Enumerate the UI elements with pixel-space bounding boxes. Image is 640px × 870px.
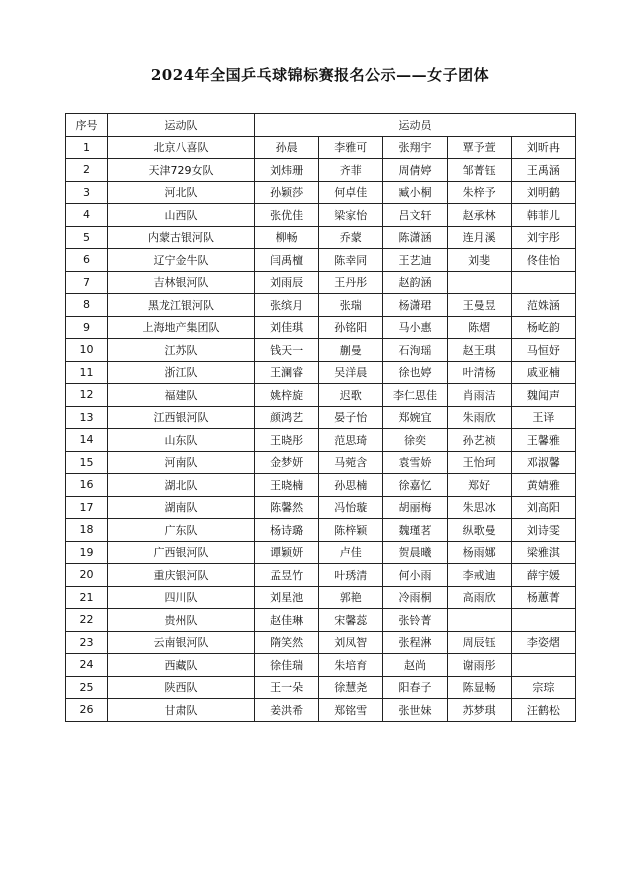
table-row	[66, 519, 576, 542]
header-players: 运动员	[255, 114, 576, 137]
player-name: 叶清杨	[447, 361, 511, 384]
row-number: 11	[66, 361, 108, 384]
player-name: 何小雨	[383, 564, 447, 587]
player-name: 魏瑾茗	[383, 519, 447, 542]
row-number: 10	[66, 339, 108, 362]
row-number: 9	[66, 316, 108, 339]
table-row	[66, 496, 576, 519]
player-name: 朱培育	[319, 654, 383, 677]
player-name: 阳春子	[383, 676, 447, 699]
team-name: 内蒙古银河队	[108, 226, 255, 249]
player-name: 郑铭雪	[319, 699, 383, 722]
table-row	[66, 451, 576, 474]
table-row	[66, 159, 576, 182]
row-number: 23	[66, 631, 108, 654]
team-name: 西藏队	[108, 654, 255, 677]
table-row	[66, 271, 576, 294]
team-name: 福建队	[108, 384, 255, 407]
player-name: 周倩婷	[383, 159, 447, 182]
header-team: 运动队	[108, 114, 255, 137]
row-number: 19	[66, 541, 108, 564]
team-name: 浙江队	[108, 361, 255, 384]
team-name: 上海地产集团队	[108, 316, 255, 339]
player-name: 赵佳琳	[255, 609, 319, 632]
player-name: 覃予萱	[447, 136, 511, 159]
table-row	[66, 249, 576, 272]
team-name: 湖北队	[108, 474, 255, 497]
player-name: 刘昕冉	[511, 136, 575, 159]
player-name: 杨潇珺	[383, 294, 447, 317]
player-name: 孙晨	[255, 136, 319, 159]
player-name	[447, 271, 511, 294]
player-name: 马菀含	[319, 451, 383, 474]
table-row	[66, 361, 576, 384]
team-name: 山东队	[108, 429, 255, 452]
row-number: 14	[66, 429, 108, 452]
player-name: 柳畅	[255, 226, 319, 249]
player-name: 邓淑馨	[511, 451, 575, 474]
player-name: 刘斐	[447, 249, 511, 272]
player-name: 迟歌	[319, 384, 383, 407]
team-name: 四川队	[108, 586, 255, 609]
player-name: 徐嘉忆	[383, 474, 447, 497]
player-name: 谢雨彤	[447, 654, 511, 677]
player-name: 袁雪娇	[383, 451, 447, 474]
player-name: 孙艺祯	[447, 429, 511, 452]
player-name: 王一朵	[255, 676, 319, 699]
player-name: 王丹彤	[319, 271, 383, 294]
player-name: 杨雨娜	[447, 541, 511, 564]
team-name: 重庆银河队	[108, 564, 255, 587]
player-name: 孙铭阳	[319, 316, 383, 339]
player-name: 张程淋	[383, 631, 447, 654]
table-row	[66, 406, 576, 429]
player-name: 王禹涵	[511, 159, 575, 182]
player-name: 陈梓颖	[319, 519, 383, 542]
player-name: 王馨雅	[511, 429, 575, 452]
table-row	[66, 181, 576, 204]
header-no: 序号	[66, 114, 108, 137]
player-name: 刘星池	[255, 586, 319, 609]
team-name: 天津729女队	[108, 159, 255, 182]
table-row	[66, 541, 576, 564]
player-name: 张缤月	[255, 294, 319, 317]
player-name	[511, 271, 575, 294]
player-name: 赵王琪	[447, 339, 511, 362]
team-name: 陕西队	[108, 676, 255, 699]
row-number: 15	[66, 451, 108, 474]
row-number: 5	[66, 226, 108, 249]
player-name: 冷雨桐	[383, 586, 447, 609]
player-name: 马小惠	[383, 316, 447, 339]
row-number: 20	[66, 564, 108, 587]
team-name: 山西队	[108, 204, 255, 227]
player-name: 宋馨蕊	[319, 609, 383, 632]
player-name: 朱思冰	[447, 496, 511, 519]
player-name: 乔蒙	[319, 226, 383, 249]
player-name: 杨诗璐	[255, 519, 319, 542]
player-name: 薛宇媛	[511, 564, 575, 587]
player-name: 臧小桐	[383, 181, 447, 204]
table-header-row	[66, 114, 576, 137]
player-name: 王晓彤	[255, 429, 319, 452]
team-name: 甘肃队	[108, 699, 255, 722]
player-name: 宗琮	[511, 676, 575, 699]
team-name: 吉林银河队	[108, 271, 255, 294]
player-name: 徐慧尧	[319, 676, 383, 699]
team-name: 湖南队	[108, 496, 255, 519]
player-name: 李仁思佳	[383, 384, 447, 407]
row-number: 22	[66, 609, 108, 632]
row-number: 16	[66, 474, 108, 497]
player-name: 范姝涵	[511, 294, 575, 317]
player-name: 陈潇涵	[383, 226, 447, 249]
row-number: 25	[66, 676, 108, 699]
team-name: 黑龙江银河队	[108, 294, 255, 317]
player-name: 徐也婷	[383, 361, 447, 384]
player-name: 陈馨然	[255, 496, 319, 519]
player-name: 邹菁钰	[447, 159, 511, 182]
player-name: 贺晨曦	[383, 541, 447, 564]
player-name: 王澜睿	[255, 361, 319, 384]
player-name: 闫禹檀	[255, 249, 319, 272]
table-row	[66, 676, 576, 699]
registration-table	[65, 113, 576, 722]
team-name: 云南银河队	[108, 631, 255, 654]
table-row	[66, 586, 576, 609]
player-name: 韩菲儿	[511, 204, 575, 227]
player-name: 张铃菁	[383, 609, 447, 632]
player-name: 金梦妍	[255, 451, 319, 474]
player-name: 隋笑然	[255, 631, 319, 654]
player-name: 蒯曼	[319, 339, 383, 362]
player-name: 孙思楠	[319, 474, 383, 497]
row-number: 26	[66, 699, 108, 722]
player-name: 连月溪	[447, 226, 511, 249]
player-name: 叶琇清	[319, 564, 383, 587]
table-body	[66, 136, 576, 721]
player-name: 吴洋晨	[319, 361, 383, 384]
player-name: 赵尚	[383, 654, 447, 677]
table-row	[66, 564, 576, 587]
player-name: 王怡珂	[447, 451, 511, 474]
row-number: 21	[66, 586, 108, 609]
table-row	[66, 699, 576, 722]
player-name: 晏子怡	[319, 406, 383, 429]
player-name: 徐佳瑞	[255, 654, 319, 677]
table-row	[66, 654, 576, 677]
player-name: 刘诗雯	[511, 519, 575, 542]
player-name: 郑好	[447, 474, 511, 497]
player-name: 何卓佳	[319, 181, 383, 204]
player-name: 孟昱竹	[255, 564, 319, 587]
player-name: 高雨欣	[447, 586, 511, 609]
table-row	[66, 204, 576, 227]
player-name: 郭艳	[319, 586, 383, 609]
row-number: 4	[66, 204, 108, 227]
player-name: 刘高阳	[511, 496, 575, 519]
row-number: 18	[66, 519, 108, 542]
player-name: 朱雨欣	[447, 406, 511, 429]
player-name: 佟佳怡	[511, 249, 575, 272]
player-name: 刘凤智	[319, 631, 383, 654]
player-name: 刘雨辰	[255, 271, 319, 294]
player-name: 陈幸同	[319, 249, 383, 272]
player-name: 孙颖莎	[255, 181, 319, 204]
row-number: 13	[66, 406, 108, 429]
player-name: 朱梓予	[447, 181, 511, 204]
player-name: 魏闻声	[511, 384, 575, 407]
player-name: 卢佳	[319, 541, 383, 564]
player-name: 王曼昱	[447, 294, 511, 317]
player-name: 马恒妤	[511, 339, 575, 362]
player-name: 刘炜珊	[255, 159, 319, 182]
team-name: 河北队	[108, 181, 255, 204]
player-name: 王艺迪	[383, 249, 447, 272]
table-row	[66, 429, 576, 452]
player-name: 张瑞	[319, 294, 383, 317]
row-number: 1	[66, 136, 108, 159]
player-name: 姜洪希	[255, 699, 319, 722]
player-name: 颜鸿艺	[255, 406, 319, 429]
player-name: 王译	[511, 406, 575, 429]
player-name: 赵承林	[447, 204, 511, 227]
team-name: 河南队	[108, 451, 255, 474]
player-name: 梁家怡	[319, 204, 383, 227]
player-name: 吕文轩	[383, 204, 447, 227]
table-row	[66, 316, 576, 339]
player-name: 石洵瑶	[383, 339, 447, 362]
player-name	[511, 654, 575, 677]
player-name: 李雅可	[319, 136, 383, 159]
table-row	[66, 136, 576, 159]
row-number: 6	[66, 249, 108, 272]
player-name: 刘明鹤	[511, 181, 575, 204]
table-row	[66, 226, 576, 249]
row-number: 17	[66, 496, 108, 519]
row-number: 8	[66, 294, 108, 317]
player-name: 范思琦	[319, 429, 383, 452]
player-name: 陈熠	[447, 316, 511, 339]
player-name: 张翔宇	[383, 136, 447, 159]
team-name: 辽宁金牛队	[108, 249, 255, 272]
table-row	[66, 631, 576, 654]
player-name: 苏梦琪	[447, 699, 511, 722]
player-name: 汪鹤松	[511, 699, 575, 722]
player-name: 刘宇彤	[511, 226, 575, 249]
player-name: 王晓楠	[255, 474, 319, 497]
player-name: 周辰钰	[447, 631, 511, 654]
table-row	[66, 609, 576, 632]
player-name: 纵歌曼	[447, 519, 511, 542]
table-row	[66, 294, 576, 317]
player-name: 梁雅淇	[511, 541, 575, 564]
player-name: 肖雨洁	[447, 384, 511, 407]
player-name: 陈显畅	[447, 676, 511, 699]
player-name: 冯怡璇	[319, 496, 383, 519]
player-name: 李戒迪	[447, 564, 511, 587]
player-name: 赵韵涵	[383, 271, 447, 294]
team-name: 江西银河队	[108, 406, 255, 429]
player-name	[511, 609, 575, 632]
table-row	[66, 384, 576, 407]
row-number: 24	[66, 654, 108, 677]
player-name: 徐奕	[383, 429, 447, 452]
player-name: 谭颖妍	[255, 541, 319, 564]
player-name: 黄婧雅	[511, 474, 575, 497]
team-name: 广东队	[108, 519, 255, 542]
row-number: 7	[66, 271, 108, 294]
player-name: 戚亚楠	[511, 361, 575, 384]
team-name: 北京八喜队	[108, 136, 255, 159]
player-name: 齐菲	[319, 159, 383, 182]
table-row	[66, 474, 576, 497]
row-number: 2	[66, 159, 108, 182]
player-name: 郑婉宜	[383, 406, 447, 429]
row-number: 3	[66, 181, 108, 204]
team-name: 贵州队	[108, 609, 255, 632]
player-name: 杨屹韵	[511, 316, 575, 339]
player-name: 杨蕙菁	[511, 586, 575, 609]
team-name: 江苏队	[108, 339, 255, 362]
player-name: 刘佳琪	[255, 316, 319, 339]
page-title: 2024年全国乒乓球锦标赛报名公示——女子团体	[150, 66, 490, 84]
player-name: 张优佳	[255, 204, 319, 227]
player-name	[447, 609, 511, 632]
player-name: 李姿熠	[511, 631, 575, 654]
player-name: 张世妹	[383, 699, 447, 722]
row-number: 12	[66, 384, 108, 407]
team-name: 广西银河队	[108, 541, 255, 564]
player-name: 胡丽梅	[383, 496, 447, 519]
player-name: 钱天一	[255, 339, 319, 362]
player-name: 姚梓旋	[255, 384, 319, 407]
table-row	[66, 339, 576, 362]
